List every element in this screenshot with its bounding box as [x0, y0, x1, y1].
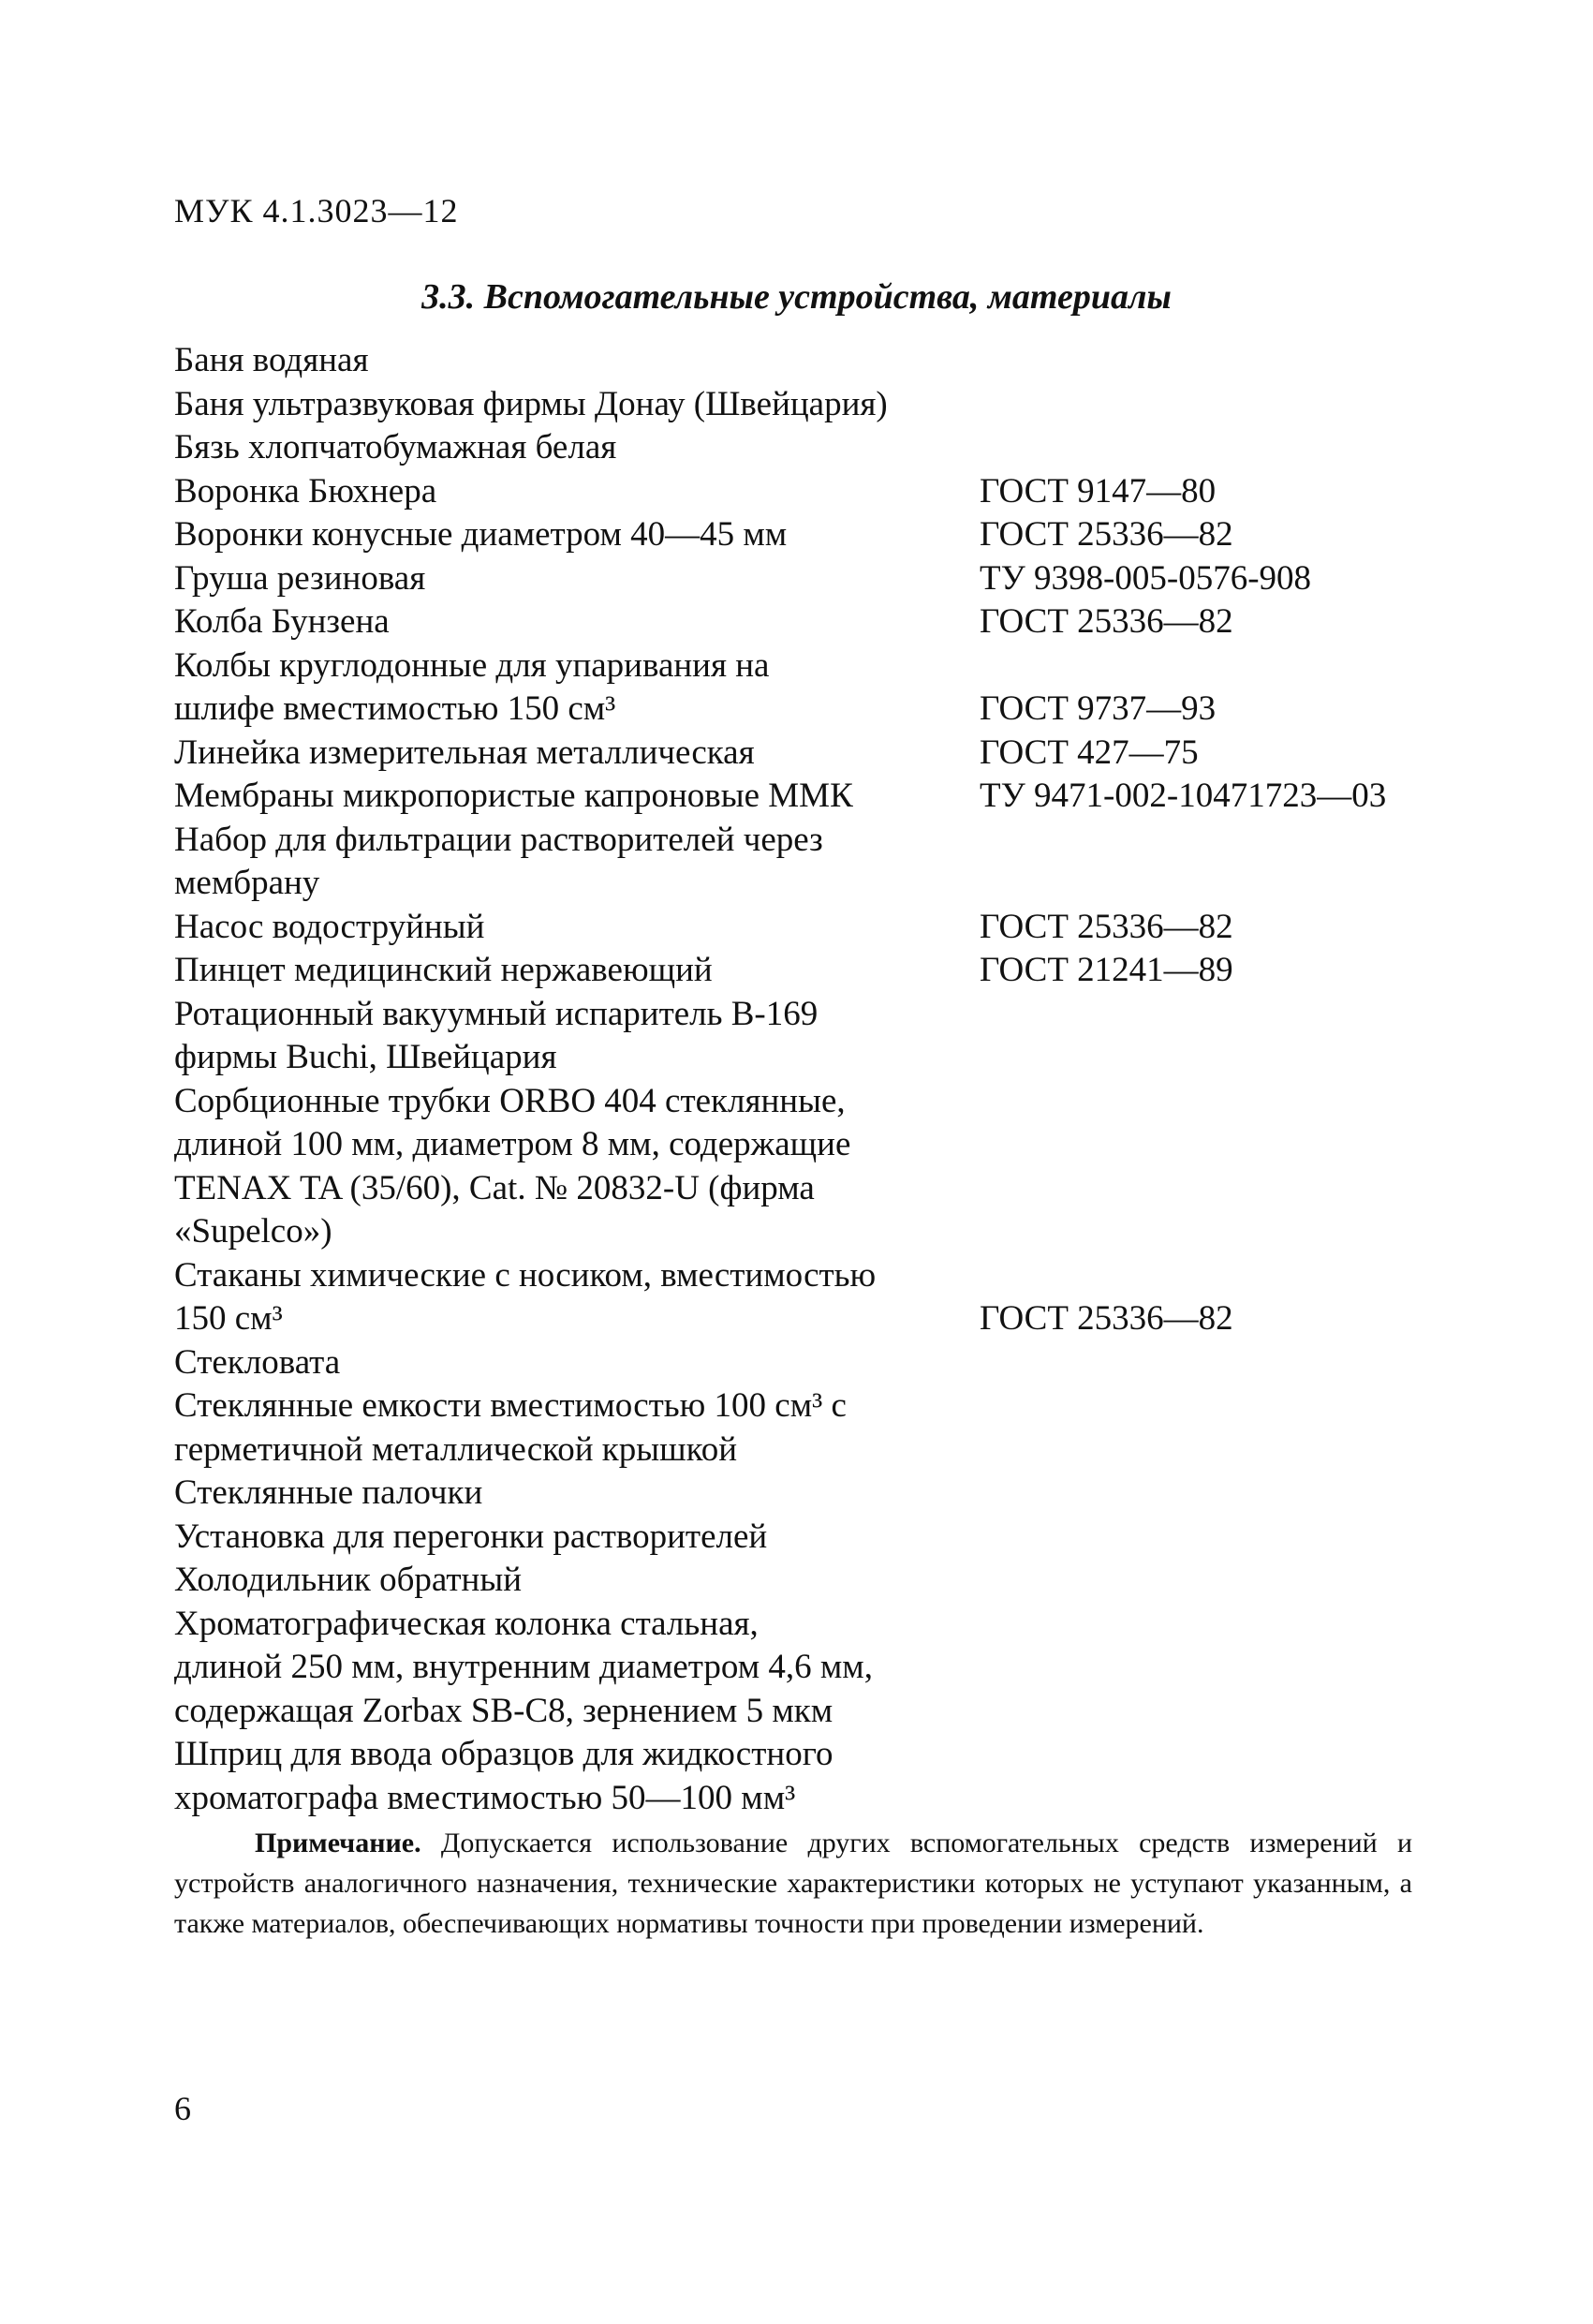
item-name-line: Колба Бунзена: [174, 602, 390, 641]
list-item: [174, 775, 1438, 819]
item-name-line: шлифе вместимостью 150 см³: [174, 689, 616, 728]
item-standard: ГОСТ 25336—82: [980, 602, 1233, 641]
item-name: [174, 949, 980, 993]
item-name-line: TENAX TA (35/60), Cat. № 20832-U (фирма: [174, 1168, 815, 1207]
item-name: [174, 644, 980, 732]
item-name: [174, 339, 980, 383]
list-item: [174, 513, 1438, 557]
item-name-line: хроматографа вместимостью 50—100 мм³: [174, 1778, 796, 1817]
list-item: [174, 470, 1438, 514]
item-name: [174, 557, 980, 601]
list-item: [174, 1384, 1438, 1472]
item-standard: ТУ 9471-002-10471723—03: [980, 777, 1387, 815]
item-standard: ГОСТ 427—75: [980, 733, 1199, 772]
item-name-line: Хроматографическая колонка стальная,: [174, 1604, 759, 1643]
item-standard: ГОСТ 9737—93: [980, 689, 1217, 728]
item-standard: ГОСТ 25336—82: [980, 1299, 1233, 1338]
item-name-line: Пинцет медицинский нержавеющий: [174, 951, 713, 989]
item-name-line: Шприц для ввода образцов для жидкостного: [174, 1735, 833, 1773]
item-name-line: Стаканы химические с носиком, вместимостью: [174, 1255, 877, 1295]
item-name-line: Насос водоструйный: [174, 907, 485, 946]
item-name: [174, 775, 980, 819]
list-item: [174, 644, 1438, 732]
item-name: [174, 600, 980, 644]
list-item: [174, 557, 1438, 601]
item-standard: ГОСТ 21241—89: [980, 951, 1233, 989]
item-name-line: Стеклянные палочки: [174, 1473, 483, 1512]
item-name: [174, 993, 980, 1080]
item-name: [174, 1733, 980, 1820]
list-item: [174, 906, 1438, 950]
item-name: [174, 470, 980, 514]
list-item: [174, 819, 1438, 906]
item-name: [174, 1080, 980, 1254]
item-name-line: Баня ультразвуковая фирмы Донау (Швейцария): [174, 384, 888, 423]
item-name: [174, 1254, 980, 1341]
page-number: 6: [174, 2090, 191, 2127]
item-name: [174, 1516, 980, 1560]
item-name-line: 150 см³: [174, 1299, 283, 1338]
section-title: 3.3. Вспомогательные устройства, материалы: [421, 277, 1172, 317]
list-item: [174, 1733, 1438, 1820]
list-item: [174, 1516, 1438, 1560]
list-item: [174, 1254, 1438, 1341]
item-name: [174, 906, 980, 950]
document-code: МУК 4.1.3023—12: [174, 192, 459, 229]
list-item: [174, 1603, 1438, 1734]
item-name-line: фирмы Buchi, Швейцария: [174, 1038, 557, 1076]
item-standard: ГОСТ 9147—80: [980, 471, 1217, 511]
list-item: [174, 949, 1438, 993]
list-item: [174, 1472, 1438, 1516]
item-name: [174, 1341, 980, 1385]
item-name: [174, 383, 980, 427]
item-name: [174, 1384, 980, 1472]
item-standard: ГОСТ 25336—82: [980, 907, 1233, 946]
item-name: [174, 1603, 980, 1734]
item-name-line: длиной 100 мм, диаметром 8 мм, содержащие: [174, 1125, 851, 1163]
item-name: [174, 513, 980, 557]
item-name-line: Стеклянные емкости вместимостью 100 см³ с: [174, 1386, 847, 1425]
item-name: [174, 426, 980, 470]
item-name-line: герметичной металлической крышкой: [174, 1429, 737, 1469]
list-item: [174, 383, 1438, 427]
item-name: [174, 1559, 980, 1603]
item-name-line: Линейка измерительная металлическая: [174, 733, 755, 772]
item-name-line: мембрану: [174, 864, 320, 902]
item-name-line: Стекловата: [174, 1342, 341, 1382]
item-name-line: Воронка Бюхнера: [174, 471, 437, 511]
list-item: [174, 426, 1438, 470]
item-name-line: Мембраны микропористые капроновые ММК: [174, 777, 853, 815]
item-name: [174, 1472, 980, 1516]
list-item: [174, 339, 1438, 383]
note-text: Допускается использование других вспомогательных средств измерений и устройств аналогичного назначения, технические характеристики которых не уступают указанным, а также материалов, обеспечивающих нормативы точности при проведении измерений.: [174, 1828, 1412, 1939]
item-name-line: длиной 250 мм, внутренним диаметром 4,6 мм,: [174, 1648, 873, 1686]
item-name-line: Колбы круглодонные для упаривания на: [174, 645, 770, 685]
list-item: [174, 732, 1438, 776]
equipment-list: [174, 339, 1438, 1820]
item-name-line: Воронки конусные диаметром 40—45 мм: [174, 515, 788, 554]
item-name-line: Холодильник обратный: [174, 1561, 523, 1599]
item-name-line: Ротационный вакуумный испаритель В-169: [174, 994, 819, 1033]
item-standard: ГОСТ 25336—82: [980, 515, 1233, 554]
item-name-line: Бязь хлопчатобумажная белая: [174, 428, 617, 466]
list-item: [174, 1080, 1438, 1254]
list-item: [174, 1341, 1438, 1385]
item-name: [174, 819, 980, 906]
item-name-line: Баня водяная: [174, 341, 369, 379]
item-name-line: «Supelco»): [174, 1212, 332, 1251]
item-name-line: Груша резиновая: [174, 558, 426, 598]
list-item: [174, 993, 1438, 1080]
item-name-line: Набор для фильтрации растворителей через: [174, 820, 823, 859]
item-standard: ТУ 9398-005-0576-908: [980, 558, 1312, 598]
list-item: [174, 1559, 1438, 1603]
list-item: [174, 600, 1438, 644]
item-name-line: Сорбционные трубки ORBO 404 стеклянные,: [174, 1081, 846, 1120]
item-name-line: содержащая Zorbax SB-C8, зернением 5 мкм: [174, 1691, 833, 1730]
item-name-line: Установка для перегонки растворителей: [174, 1517, 768, 1556]
note-paragraph: [174, 1823, 1412, 1944]
item-name: [174, 732, 980, 776]
note-label: Примечание.: [255, 1828, 421, 1858]
